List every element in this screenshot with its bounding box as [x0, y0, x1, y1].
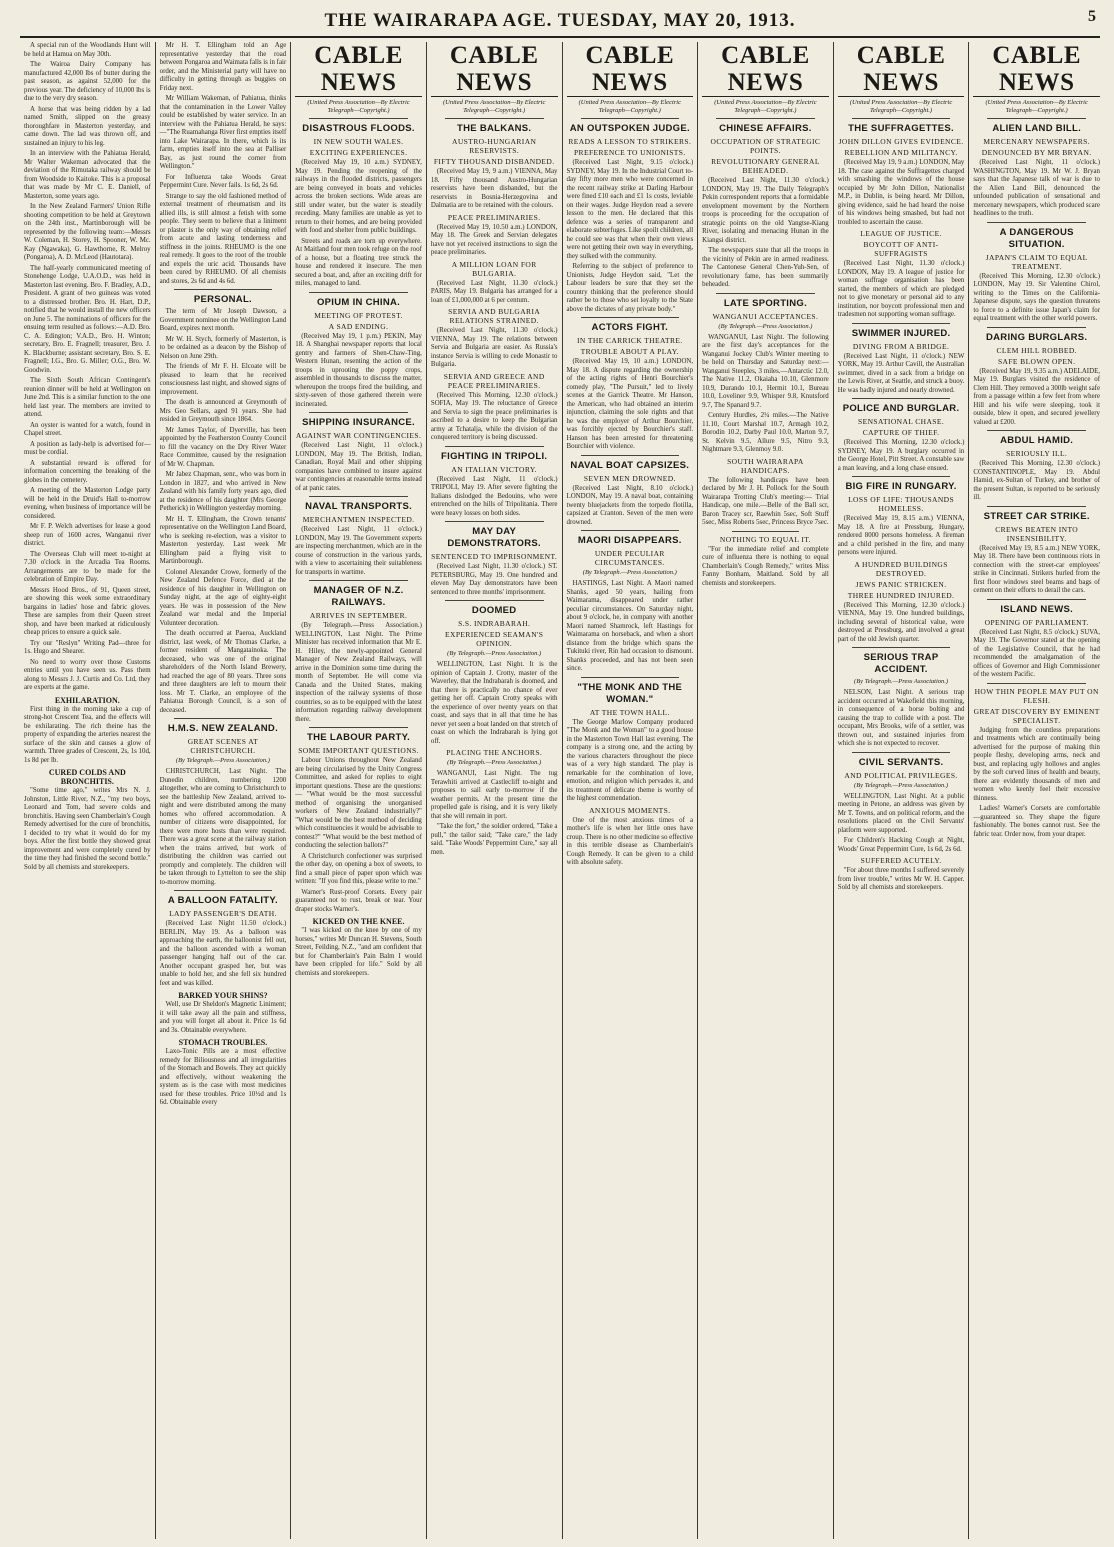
paragraph: (Received Last Night, 11 o'clock.) LONDON, May 19. The Government experts are inspecting merchantmen, which are in the course of construction in the various yards, with a view to ascertaining their suitableness for transports in wartime.	[295, 526, 422, 576]
cable-news-heading: CABLE NEWS	[973, 42, 1100, 97]
divider	[174, 289, 273, 290]
sub-heading: AUSTRO-HUNGARIAN RESERVISTS.	[452, 137, 537, 155]
paragraph: "Some time ago," writes Mrs N. J. Johnston, Little River, N.Z., "my two boys, Leonard and Tom, had severe colds and bronchitis. Having seen Chamberlain's Cough Remedy advertised for the cure of bronchitis, I decided to try what it would do for my boys. After the first bottle they showed great improvement and were completely cured by the time they had finished the second bottle." Sold by all chemists and storekeepers.	[24, 787, 151, 871]
paragraph: The death occurred at Paeroa, Auckland district, last week, of Mr Thomas Clarke, a former resident of Mangatainoka. The deceased, who was one of the original shareholders of the North Island Brewery, had reached the age of 80 years. Three sons and three daughters are left to mourn their loss. Mr T. Clarke, an employee of the Pahiatua Borough Council, is a son of deceased.	[159, 630, 287, 714]
paragraph: (Received This Morning, 12.30 o'clock.) LONDON, May 19. Sir Valentine Chirol, writing to the Times on the California-Japanese dispute, says the question threatens to force to a definite issue Japan's claim for equal treatment with the other world powers.	[973, 272, 1100, 322]
paragraph: In an interview with the Pahiatua Herald, Mr Walter Wakeman advocated that the deviation of the Rimutaka railway should be from Woodside to Kaitoke. This is a proposal that was made by Mr C. E. Daniell, of Masterton, some years ago.	[24, 150, 151, 200]
sub-heading: IN THE CARRICK THEATRE.	[577, 336, 683, 345]
paragraph: (Received This Morning, 12.30 o'clock.) CONSTANTINOPLE, May 19. Abdul Hamid, ex-Sultan of Turkey, and brother of the present Sultan, is reported to be seriously ill.	[973, 460, 1100, 501]
column-7	[834, 42, 970, 1539]
sub-heading: UNDER PECULIAR CIRCUMSTANCES.	[594, 549, 665, 567]
paragraph: WELLINGTON, Last Night. At a public meeting in Petone, an address was given by Mr T. Towns, and on political reform, and the resolutions placed on the Civil Servants' platform were supported.	[837, 792, 965, 834]
sub-heading: LADY PASSENGER'S DEATH.	[169, 909, 277, 918]
sub-heading: IN NEW SOUTH WALES.	[313, 137, 404, 146]
paragraph: Mr James Taylor, of Dyerville, has been appointed by the Featherston County Council to fill the vacancy on the Dry River Water Race Committee, caused by the resignation of Mr W. Chapman.	[159, 426, 287, 468]
cable-news-heading: CABLE NEWS	[567, 42, 694, 97]
sub-heading: PREFERENCE TO UNIONISTS.	[573, 148, 686, 157]
divider	[445, 446, 544, 447]
section-heading: STREET CAR STRIKE.	[983, 510, 1090, 522]
paragraph: The Wairoa Dairy Company has manufactured 42,000 lbs of butter during the past season, as against 52,000 for the previous year. The deficiency of 10,000 lbs is due to the very dry season.	[24, 61, 151, 102]
credit-line: (United Press Association—By Electric Telegraph—Copyright.)	[714, 99, 817, 114]
sub-heading: A MILLION LOAN FOR BULGARIA.	[451, 259, 537, 278]
paragraph: Warner's Rust-proof Corsets. Every pair guaranteed not to rust, break or tear. Your draper stocks Warner's.	[295, 888, 422, 913]
sub-heading: READS A LESSON TO STRIKERS.	[568, 137, 692, 146]
section-heading: SHIPPING INSURANCE.	[302, 417, 415, 428]
divider	[581, 455, 680, 456]
divider	[987, 430, 1086, 431]
paragraph: Labour Unions throughout New Zealand are being circularised by the Unity Congress Committee, and asked for replies to eight important questions. These are the questions:— "What would be the most successful method of organising the unorganised workers of New Zealand industrially?" "What would be the best method of deciding which constituencies it would be advisable to contest?" "What would be the best method of conducting the selection ballots?"	[295, 757, 422, 849]
paragraph: (Received May 19, 10 a.m.) LONDON, May 18. A dispute regarding the ownership of the acting rights of Henri Bourchier's comedy play, "The Pursuit," led to lively scenes at the Garrick Theatre. Mr Hanson, the American, who had obtained an interim injunction, claiming the sole rights and that he was the employer of Arthur Bourchier, was forcibly ejected by Bourchier's staff. Hanson has been arrested for threatening Bourchier with violence.	[566, 358, 694, 450]
sub-heading: SUFFERED ACUTELY.	[860, 856, 942, 865]
cable-news-heading: CABLE NEWS	[702, 42, 829, 97]
divider	[445, 600, 544, 601]
paragraph: (Received This Morning, 12.30 o'clock.) SYDNEY, May 19. A burglary occurred in the George Hotel, Pitt Street. A constable saw a man leaving, and a long chase ensued.	[837, 439, 965, 472]
divider	[852, 752, 951, 753]
sub-heading: AGAINST WAR CONTINGENCIES.	[295, 431, 422, 440]
paragraph: (Received May 19, 9.35 a.m.) ADELAIDE, May 19. Burglars visited the residence of Clem Hill. They removed a 300lb weight safe from a passage within a few feet from where Hill and his wife were sleeping, took it outside, blew it open, and secured jewellery valued at £200.	[973, 367, 1100, 426]
paragraph: (Received This Morning, 12.30 o'clock.) VIENNA, May 19. One hundred buildings, including several of historical value, were destroyed at Pressburg, and involved a great part of the old Jewish quarter.	[837, 601, 965, 643]
paragraph: (Received Last Night, 9.15 o'clock.) SYDNEY, May 19. In the Industrial Court to-day fifty more men who were concerned in the recent railway strike at Darling Harbour were fined £10 each and £1 1s costs, leviable on their wages. Judge Heydon read a severe lesson to the men. He declared that this defence was a series of transparent and elaborate subterfuges. Like spoilt children, all he could see was that when their own views were not getting their own way in everything, they sulked with the community.	[566, 159, 694, 260]
paragraph: (Received Last Night, 11 o'clock.) NEW YORK, May 19. Arthur Cavill, the Australian swimmer, dived in a sack from a bridge on the Lewis River, at Seattle, and struck a buoy. He was badly injured and nearly drowned.	[837, 352, 965, 394]
sub-heading: LEAGUE OF JUSTICE.	[860, 229, 942, 238]
paragraph: (Received May 19, 8.5 a.m.) NEW YORK, May 18. There have been continuous riots in connection with the street-car employees' strike in Cincinnati. Strikers hurled from the first floor windows steel beams and bags of cement on their efforts to derail the cars.	[973, 544, 1100, 594]
paragraph: (Received May 19, 10 a.m.) SYDNEY, May 19. Pending the reopening of the railways in the flooded districts, passengers are being conveyed in boats and vehicles across the broken sections. Wide areas are still under water, but the water is steadily receding. Many families are unable as yet to return to their homes, and are being provided with food and shelter from public buildings.	[295, 159, 422, 234]
paragraph: (Received Last Night, 11 o'clock.) TRIPOLI, May 19. After severe fighting the Italians dislodged the Bedouins, who were entrenched on the hills of Tripolitania. There were heavy losses on both sides.	[430, 475, 558, 517]
paragraph: Strange to say the old fashioned method of external treatment of rheumatism and its allied ills, is still almost a fetish with some people. They seem to believe that a liniment or plaster is the only way of obtaining relief from acute and lasting tenderness and stiffness in the joints. RHEUMO is the one real remedy. It goes to the root of the trouble and expels the uric acid. Thousands have been cured by RHEUMO. Of all chemists and stores, 2s 6d and 4s 6d.	[159, 192, 287, 285]
paragraph: A Christchurch confectioner was surprised the other day, on opening a box of sweets, to find a small piece of paper upon which was written: "If you find this, please write to me."	[295, 852, 422, 885]
paragraph: (Received May 19, 10.50 a.m.) LONDON, May 18. The Greek and Servian delegates have not yet received instructions to sign the peace preliminaries.	[430, 223, 558, 256]
divider	[445, 118, 544, 119]
divider	[987, 118, 1086, 119]
sub-heading: AND POLITICAL PRIVILEGES.	[844, 770, 958, 780]
sub-heading: CLEM HILL ROBBED.	[996, 345, 1077, 355]
paragraph: The following handicaps have been declared by Mr J. H. Pollock for the South Wairarapa Trotting Club's meeting:— Trial Handicap, one mile.—Belle of the Ball scr, Baron Tracey scr, Raewhin 5sec, Soft Stuff 5sec, Miss Roberts 5sec, Princess Bryce 7sec.	[702, 476, 829, 526]
paragraph: Judging from the countless preparations and treatments which are continually being advertised for the purpose of making thin people fleshy, developing arms, neck and bust, and replacing ugly hollows and angles by the soft curved lines of health and beauty, there are evidently thousands of men and women who keenly feel their excessive thinness.	[973, 726, 1100, 802]
section-heading: MAY DAY DEMONSTRATORS.	[447, 526, 541, 549]
section-heading: DARING BURGLARS.	[985, 331, 1088, 343]
paragraph: Mr Jabez Chapman, senr., who was born in London in 1827, and who arrived in New Zealand with his family forty years ago, died at the residence of his daughter (Mrs George Petherick) in Wellington yesterday morning.	[159, 471, 287, 512]
paragraph: The Overseas Club will meet to-night at 7.30 o'clock in the Arcadia Tea Rooms. Arrangements are to be made for the celebration of Empire Day.	[24, 550, 151, 583]
section-heading: SERIOUS TRAP ACCIDENT.	[863, 652, 939, 675]
sub-heading: SERIOUSLY ILL.	[1006, 449, 1068, 458]
paragraph: (Received May 19, 8.15 a.m.) VIENNA, May 18. A fire at Pressburg, Hungary, rendered 8000 persons homeless. A fireman and a child perished in the fire, and many persons were injured.	[837, 515, 965, 556]
sub-heading: REBELLION AND MILITANCY.	[844, 148, 958, 157]
credit-line: (By Telegraph.—Press Association.)	[854, 678, 949, 685]
paragraph: HASTINGS, Last Night. A Maori named Shanks, aged 50 years, hailing from Waimarama, disappeared under rather peculiar circumstances. On Saturday night, about 9 o'clock, he, in company with another Maori named Shamrock, left Hastings for Waimarama on horseback, and when a short distance from the bridge which spans the Tukituki river, Rin had occasion to dismount. Shanks proceeded, and has not been seen since.	[566, 580, 694, 672]
paragraph: The Sixth South African Contingent's reunion dinner will be held at Wellington on June 2nd. This is a similar function to the one held last year. The members are invited to attend.	[24, 377, 151, 418]
ad-heading: CURED COLDS AND BRONCHITIS.	[48, 768, 126, 786]
paragraph: (By Telegraph.—Press Association.) WELLINGTON, Last Night. The Prime Minister has received information that Mr E. H. Hiley, the newly-appointed General Manager of New Zealand Railways, will arrive in the Dominion some time during the month of September. He will come via Canada and the United States, making inspection of the railway systems of those countries, so as to be equipped with the latest information regarding railway development there.	[295, 622, 422, 723]
divider	[852, 118, 951, 119]
credit-line: (By Telegraph.—Press Association.)	[447, 759, 542, 766]
divider	[852, 647, 951, 648]
column-3	[291, 42, 427, 1539]
paragraph: A position as lady-help is advertised for—must be cordial.	[24, 440, 151, 456]
divider	[309, 292, 408, 293]
divider	[987, 327, 1086, 328]
sub-heading: MERCHANTMEN INSPECTED.	[302, 515, 415, 524]
section-heading: MANAGER OF N.Z. RAILWAYS.	[313, 585, 404, 608]
paragraph: Ladies! Warner's Corsets are comfortable—guaranteed so. They shape the figure fashionably. The bones cannot rust. See the fabric tear. Order now, from your draper.	[973, 805, 1100, 838]
sub-heading: AT THE TOWN HALL.	[589, 707, 670, 717]
sub-heading: ANXIOUS MOMENTS.	[589, 805, 671, 815]
sub-heading: GREAT SCENES AT CHRISTCHURCH.	[187, 737, 259, 755]
section-heading: THE LABOUR PARTY.	[307, 732, 411, 743]
section-heading: DOOMED	[471, 605, 517, 616]
credit-line: (United Press Association—By Electric Telegraph—Copyright.)	[443, 99, 546, 114]
divider	[987, 599, 1086, 600]
column-6	[698, 42, 834, 1539]
masthead-title: THE WAIRARAPA AGE. TUESDAY, MAY 20, 1913.	[324, 10, 796, 31]
sub-heading: LOSS OF LIFE: THOUSANDS HOMELESS.	[848, 495, 955, 513]
paragraph: One of the most anxious times of a mother's life is when her little ones have croup. There is no other medicine so effective in this terrible disease as Chamberlain's Cough Remedy. It can be given to a child with absolute safety.	[566, 816, 694, 866]
divider	[309, 580, 408, 581]
section-heading: SWIMMER INJURED.	[851, 327, 951, 339]
paragraph: (Received Last Night, 8.5 o'clock.) SUVA, May 19. The Governor stated at the opening of the Legislative Council, that he had recommended the amalgamation of the offices of Governor and High Commissioner of the western Pacific.	[973, 628, 1100, 678]
paragraph: A horse that was being ridden by a lad named Smith, slipped on the greasy thoroughfare in Masterton yesterday, and came down. The lad was thrown off, and sustained an injury to his leg.	[24, 105, 151, 147]
paragraph: (Received Last Night, 8.10 o'clock.) LONDON, May 19. A naval boat, containing twenty bluejackets from the torpedo flotilla, capsized at Cranton. Seven of the men were drowned.	[566, 484, 694, 526]
ad-heading: STOMACH TROUBLES.	[178, 1038, 268, 1047]
paragraph: Streets and roads are torn up everywhere. At Maitland four men took refuge on the roof of a house, but a floating tree struck the house and rendered it insecure. The men secured a boat, and, after an exciting drift for miles, managed to land.	[295, 237, 422, 287]
paragraph: The George Marlow Company produced "The Monk and the Woman" to a good house in the Masterton Town Hall last evening. The company is a strong one, and the acting by the various characters throughout the piece was of a very high standard. The play is remarkable for the combination of love, emotion, and religion which pervades it, and its treatment of delicate theme is worthy of the highest commendation.	[566, 718, 694, 802]
section-heading: H.M.S. NEW ZEALAND.	[167, 723, 279, 734]
paragraph: For Children's Hacking Cough at Night, Woods' Great Peppermint Cure, 1s 6d, 2s 6d.	[837, 837, 965, 853]
sub-heading: MERCENARY NEWSPAPERS.	[983, 137, 1090, 146]
paragraph: The death is announced at Greymouth of Mrs Geo Sellars, aged 91 years. She had resided in Greymouth since 1864.	[159, 399, 287, 423]
sub-heading: SOUTH WAIRARAPA HANDICAPS.	[727, 456, 804, 475]
paragraph: No need to worry over those Customs entries until you have seen us. Pass them along to Messrs J. J. Curtis and Co. Ltd, they are experts at the game.	[24, 658, 151, 691]
sub-heading: SOME IMPORTANT QUESTIONS.	[298, 746, 419, 755]
credit-line: (By Telegraph.—Press Association.)	[447, 650, 542, 657]
ad-heading: KICKED ON THE KNEE.	[312, 917, 405, 926]
sub-heading: ARRIVES IN SEPTEMBER.	[309, 611, 408, 620]
sub-heading: OCCUPATION OF STRATEGIC POINTS.	[710, 137, 821, 155]
divider	[309, 727, 408, 728]
credit-line: (By Telegraph.—Press Association.)	[582, 569, 677, 576]
sub-heading: SERVIA AND GREECE AND PEACE PRELIMINARIES.	[443, 371, 545, 390]
divider	[581, 118, 680, 119]
divider	[445, 521, 544, 522]
section-heading: ALIEN LAND BILL.	[992, 123, 1082, 134]
paragraph: CHRISTCHURCH, Last Night. The Dunedin children, numbering 1200 altogether, who are coming to Christchurch to see the battleship New Zealand, arrived to-night and were distributed among the many homes who offered accommodation. A number of citizens were disappointed, for there were more hosts than were required. There was a great scene at the railway station when the trains arrived, but work of distributing the children was carried out promptly and completely. The children will be taken through to Lyttelton to see the ship to-morrow morning.	[159, 768, 287, 886]
sub-heading: WANGANUI ACCEPTANCES.	[712, 311, 819, 321]
credit-line: (United Press Association—By Electric Telegraph—Copyright.)	[849, 99, 953, 114]
section-heading: ABDUL HAMID.	[1000, 435, 1074, 446]
section-heading: FIGHTING IN TRIPOLI.	[441, 450, 548, 462]
paragraph: WELLINGTON, Last Night. It is the opinion of Captain J. Crotty, master of the Waverley, that the Indrabarah is doomed, and that there is practically no chance of ever getting her off. Captain Crotty speaks with the experience of over twenty years on that coast, and says that in all that time he has never yet seen a boat landed on that stretch of coast on which the Indrabarah is lying got off.	[430, 661, 558, 745]
sub-heading: FIFTY THOUSAND DISBANDED.	[433, 157, 555, 166]
sub-heading: MEETING OF PROTEST.	[314, 310, 403, 320]
section-heading: LATE SPORTING.	[723, 297, 808, 309]
paragraph: "For the immediate relief and complete cure of influenza there is nothing to equal Chamberlain's Cough Remedy," writes Miss Fanny Bonham, Maitland. Sold by all chemists and storekeepers.	[702, 545, 829, 587]
section-heading: DISASTROUS FLOODS.	[302, 123, 415, 134]
paragraph: (Received May 19, 9 a.m.) VIENNA, May 18. Fifty thousand Austro-Hungarian reservists have been disbanded, but the reservists in Bosnia-Herzegovina and Dalmatia are to be retained with the colours.	[430, 168, 558, 209]
paragraph: A meeting of the Masterton Lodge party will be held in the Druid's Hall to-morrow evening, when business of importance will be considered.	[24, 487, 151, 520]
divider	[852, 323, 951, 324]
paragraph: Well, use Dr Sheldon's Magnetic Liniment; it will take away all the pain and stiffness, and you will forget all about it. Price 1s 6d and 3s. Obtainable everywhere.	[159, 1001, 287, 1034]
paragraph: For Influenza take Woods Great Peppermint Cure. Never fails. 1s 6d, 2s 6d.	[159, 173, 287, 189]
divider	[309, 496, 408, 497]
sub-heading: NOTHING TO EQUAL IT.	[719, 534, 811, 544]
sub-heading: THREE HUNDRED INJURED.	[847, 590, 955, 600]
section-heading: ISLAND NEWS.	[1000, 603, 1074, 615]
paragraph: Messrs Hood Bros., of 91, Queen street, are showing this week some extraordinary bargains in ladies' hose and fabric gloves. These are samples from their Queen street shop, and have been marked at ridiculously cheap prices to ensure a quick sale.	[24, 586, 151, 636]
credit-line: (By Telegraph.—Press Association.)	[854, 781, 949, 789]
sub-heading: SENSATIONAL CHASE.	[858, 417, 945, 426]
divider	[581, 677, 680, 678]
paragraph: (Received Last Night, 11.30 o'clock.) ST. PETERSBURG, May 19. One hundred and eleven May Day demonstrators have been sentenced to three months' imprisonment.	[430, 563, 558, 596]
paragraph: Mr William Wakeman, of Pahiatua, thinks that the contamination in the Lower Valley could be established by water service. In an interview with the Pahiatua Herald, he says:—"The Ruamahanga River first empties itself into Lake Wairarapa. In there, which is its farm, empties itself into the sea at Palliser Bay, as just round the corner from Wellington."	[159, 95, 287, 170]
column-4	[427, 42, 563, 1539]
credit-line: (By Telegraph.—Press Association.)	[175, 757, 270, 764]
section-heading: CHINESE AFFAIRS.	[719, 123, 812, 134]
paragraph: (Received Last Night, 11.30 o'clock.) LONDON, May 19. The Daily Telegraph's Pekin correspondent reports that a formidable envelopment movement by the Northern troops is proceeding for the occupation of strategic points on the old Yangtse-Kiang River, isolating and menacing Hunan in the Kiangsi district.	[702, 177, 829, 244]
sub-heading: S.S. INDRABARAH.	[458, 619, 531, 628]
section-heading: THE BALKANS.	[457, 123, 532, 134]
paragraph: Referring to the subject of preference to Unionists, Judge Heydon said, "Let the Labour leaders be sure that they set the country thinking that the preference should rather be to those who set loyalty to the State above the dictates of any private body."	[566, 263, 694, 313]
sub-heading: CREWS BEATEN INTO INSENSIBILITY.	[995, 524, 1079, 543]
sub-heading: SAFE BLOWN OPEN.	[997, 356, 1076, 366]
sub-heading: PEACE PRELIMINARIES.	[447, 212, 541, 222]
paragraph: (Received Last Night, 11.30 o'clock.) PARIS, May 19. Bulgaria has arranged for a loan of £1,000,000 at 6 per centum.	[430, 279, 558, 304]
paragraph: Mr H. T. Ellingham, the Crown tenants' representative on the Wellington Land Board, who is seeking re-election, was a visitor to Masterton yesterday. Last week Mr Ellingham paid a flying visit to Martinborough.	[159, 515, 287, 565]
cable-news-heading: CABLE NEWS	[431, 42, 558, 97]
paragraph: The half-yearly communicated meeting of Stonehenge Lodge, U.A.O.D., was held in Masterton last evening. Bro. F. Bradley, A.D., President. A grant of two guineas was voted to a distressed brother. Bro. H. Hart, D.P., notified that he would install the new officers on June 5. The nominations of officers for the ensuing term resulted as follows:—A.D. Bro. C. A. Edington; V.A.D., Bro. H. Winton; secretary, Bro. E. Fragnell; treasurer, Bro. J. K. Blackburne; assistant secretary, Bro. S. E. Fragnell; I.G., Bro. G. Miller; O.G., Bro. W. Goodwin.	[24, 264, 151, 374]
ad-heading: EXHILARATION.	[54, 695, 120, 705]
sub-heading: A HUNDRED BUILDINGS DESTROYED.	[854, 559, 948, 578]
paragraph: (Received Last Night, 11.30 o'clock.) LONDON, May 19. A league of justice for woman suffrage organisation has been started, the members of which are pledged not to give monetary or personal aid to any institution, nor boycott professional men and tradesmen not supporting woman suffrage.	[837, 260, 965, 318]
column-5	[563, 42, 699, 1539]
sub-heading: SERVIA AND BULGARIA RELATIONS STRAINED.	[448, 307, 541, 325]
column-2	[156, 42, 292, 1539]
sub-heading: REVOLUTIONARY GENERAL BEHEADED.	[711, 157, 820, 175]
page-number: 5	[1088, 8, 1096, 25]
sub-heading: JEWS PANIC STRICKEN.	[855, 579, 947, 589]
columns	[20, 42, 1104, 1539]
column-1	[20, 42, 156, 1539]
paragraph: A special run of the Woodlands Hunt will be held at Hamua on May 30th.	[24, 42, 151, 58]
sub-heading: BOYCOTT OF ANTI-SUFFRAGISTS	[863, 240, 939, 258]
divider	[987, 222, 1086, 223]
credit-line: (United Press Association—By Electric Telegraph—Copyright.)	[578, 99, 681, 114]
cable-news-heading: CABLE NEWS	[838, 42, 965, 97]
section-heading: AN OUTSPOKEN JUDGE.	[569, 123, 690, 134]
paragraph: (Received Last Night 11.50 o'clock.) BERLIN, May 19. As a balloon was approaching the earth, the balloonist fell out, and the balloon ascended with a woman passenger hanging half out of the car. Another occupant grasped her, but was unable to hold her, and she fell six hundred feet and was killed.	[159, 920, 287, 987]
paragraph: An oyster is wanted for a watch, found in Chapel street.	[24, 421, 151, 437]
paragraph: (Received Last Night, 11.30 o'clock.) VIENNA, May 19. The relations between Servia and Bulgaria are easier. As Russia's instance Servia is willing to cede Monastir to Bulgaria.	[430, 327, 558, 368]
paragraph: The friends of Mr F. H. Elcoate will be pleased to learn that he received consciousness last night, and showed signs of improvement.	[159, 363, 287, 396]
paragraph: NELSON, Last Night. A serious trap accident occurred at Wakefield this morning, in consequence of a horse bolting and causing the trap to collide with a post. The occupant, Mrs Brooks, wife of a settler, was thrown out, and sustained injuries from which she is not expected to recover.	[837, 689, 965, 747]
paragraph: Mr F. P. Welch advertises for lease a good sheep run of 1600 acres, Wanganui river district.	[24, 523, 151, 547]
paragraph: (Received May 19, 9 a.m.) LONDON, May 18. The case against the Suffragettes charged with smashing the windows of the house occupied by Mr John Dillon, Nationalist M.P., in Dublin, is being heard. Mr Dillon, giving evidence, said he had heard the noise of his windows being smashed, but had not troubled to ascertain the cause.	[837, 159, 965, 226]
sub-heading: A SAD ENDING.	[328, 321, 389, 331]
credit-line: (By Telegraph.—Press Association.)	[718, 322, 813, 330]
section-heading: PERSONAL.	[193, 294, 252, 305]
paragraph: (Received This Morning, 12.30 o'clock.) SOFIA, May 19. The reluctance of Greece and Servia to sign the peace preliminaries is ascribed to a desire to keep the Bulgarian army at Tchatalja, while the division of the conquered territory is being discussed.	[430, 391, 558, 441]
section-heading: NAVAL BOAT CAPSIZES.	[570, 459, 690, 471]
divider	[987, 683, 1086, 684]
sub-heading: DENOUNCED BY MR BRYAN.	[981, 148, 1092, 157]
section-heading: THE SUFFRAGETTES.	[848, 123, 955, 134]
paragraph: (Received Last Night, 11 o'clock.) LONDON, May 19. The British, Indian, Canadian, Royal Mail and other shipping companies have combined to insure against war contingencies at reasonable terms instead of at panic rates.	[295, 442, 422, 492]
paragraph: In the New Zealand Farmers' Union Rifle shooting competition to be held at Greytown on the 24th inst., Martinborough will be represented by the following team:—Messrs W. Coleman, H. Storey, H. Spooner, W. Mc. Kay (Ngawaka), G. Hawthorne, R. Melroy (Pongaroa), A. D. McLeod (Hautotara).	[24, 203, 151, 261]
paragraph: "I was kicked on the knee by one of my horses," writes Mr Duncan H. Stevens, South Street, Feilding, N.Z., "and am confident that but for Chamberlain's Pain Balm I would have been crippled for life." Sold by all chemists and storekeepers.	[295, 927, 422, 977]
paragraph: Colonel Alexander Crowe, formerly of the New Zealand Defence Force, died at the residence of his daughter in Wellington on Sunday night, at the age of eighty-eight years. He was in possession of the New Zealand war medal and the Imperial Volunteer decoration.	[159, 568, 287, 627]
paragraph: (Received May 19, 1 p.m.) PEKIN, May 18. A Shanghai newspaper reports that local gentry and farmers of Shen-Chaw-Ting, Western Hunan, resenting the action of the troops in uprooting the poppy crops, assembled in thousands to discuss the matter, whereupon the troops fired the building, and sixty-seven of those gathered therein were incinerated.	[295, 332, 422, 408]
paragraph: "Take the fort," the soldier ordered, "Take a pull," the tailor said; "Take care," the lady said. "Take Woods' Peppermint Cure," say all men.	[430, 823, 558, 856]
column-8	[969, 42, 1104, 1539]
section-heading: BIG FIRE IN RUNGARY.	[845, 481, 957, 492]
divider	[174, 718, 273, 719]
section-heading: CIVIL SERVANTS.	[858, 756, 944, 768]
section-heading: NAVAL TRANSPORTS.	[305, 501, 413, 512]
paragraph: "For about three months I suffered severely from liver trouble," writes Mr W. H. Capper. Sold by all chemists and storekeepers.	[837, 867, 965, 891]
sub-heading: HOW THIN PEOPLE MAY PUT ON FLESH.	[974, 686, 1099, 705]
divider	[987, 506, 1086, 507]
paragraph: (Received Last Night, 11 o'clock.) WASHINGTON, May 19. Mr W. J. Bryan says that the Japanese talk of war is due to the Alien Land Bill, denounced the unfounded publication of sensational and mercenary newspapers, which produced scare headlines to the truth.	[973, 159, 1100, 217]
paragraph: Mr W. H. Stych, formerly of Masterton, is to be ordained as a deacon by the Bishop of Nelson on June 29th.	[159, 335, 287, 360]
paragraph: Try our "Reslyn" Writing Pad—three for 1s. Hugo and Shearer.	[24, 639, 151, 655]
paragraph: The term of Mr Joseph Dawson, a Government nominee on the Wellington Land Board, expires next month.	[159, 308, 287, 332]
section-heading: ACTORS FIGHT.	[591, 322, 669, 333]
paragraph: Mr H. T. Ellingham told an Age representative yesterday that the road between Pongaroa and Waimata falls is in fair order, and the Ministerial party will have no difficulty in getting through as buggies on Friday next.	[159, 42, 287, 92]
sub-heading: JOHN DILLON GIVES EVIDENCE.	[838, 137, 964, 146]
sub-heading: SEVEN MEN DROWNED.	[583, 473, 676, 483]
divider	[852, 476, 951, 477]
paragraph: Laxo-Tonic Pills are a most effective remedy for Biliousness and all irregularities of the Stomach and Bowels. They act quickly and effectively, without weakening the system as is the case with most medicines used for these troubles. Price 10½d and 1s 6d. Obtainable every	[159, 1048, 287, 1106]
sub-heading: EXCITING EXPERIENCES.	[309, 148, 408, 157]
section-heading: OPIUM IN CHINA.	[316, 296, 401, 308]
paragraph: First thing in the morning take a cup of strong-hot Crescent Tea, and the effects will be exhilarating. The rich theine has the property of expanding the arteries nearest the surface of the skin and causes a glow of warmth. Three grades of Crescent, 2s, 1s 10d, 1s 8d per lb.	[24, 705, 151, 764]
divider	[716, 293, 815, 294]
divider	[852, 398, 951, 399]
paragraph: WANGANUI, Last Night. The tug Terawhiti arrived at Castlecliff to-night and proposes to sail early to-morrow if the weather permits. At the present time the propelled gale is rising, and it is very likely that she will remain in port.	[430, 770, 558, 820]
divider	[309, 412, 408, 413]
ad-heading: BARKED YOUR SHINS?	[178, 991, 268, 1000]
credit-line: (United Press Association—By Electric Telegraph—Copyright.)	[307, 99, 410, 114]
paragraph: The newspapers state that all the troops in the vicinity of Pekin are in armed readiness. The Cantonese General Chen-Yuh-Sen, of revolutionary fame, has been summarily beheaded.	[702, 247, 829, 288]
sub-heading: OPENING OF PARLIAMENT.	[984, 617, 1089, 627]
sub-heading: SENTENCED TO IMPRISONMENT.	[431, 552, 558, 561]
divider	[716, 118, 815, 119]
sub-heading: JAPAN'S CLAIM TO EQUAL TREATMENT.	[985, 252, 1088, 271]
paragraph: WANGANUI, Last Night. The following are the first day's acceptances for the Wanganui Jockey Club's Winter meeting to be held on Thursday and Saturday next:— Wanganui Steeples, 3 miles.—Antarctic 12.0, The Native 11.2, Okaiaha 10.10, Glenmore 10.9, Durando 10.1, Hermit 10.1, Bureau 10.0, Loveliner 9.9, Whisper 9.8, Knutsford 9.7, The Spanard 9.7.	[702, 333, 829, 409]
sub-heading: TROUBLE ABOUT A PLAY.	[580, 347, 679, 356]
sub-heading: EXPERIENCED SEAMAN'S OPINION.	[445, 630, 544, 648]
divider	[732, 531, 799, 532]
sub-heading: PLACING THE ANCHORS.	[446, 748, 543, 757]
sub-heading: CAPTURE OF THIEF.	[862, 428, 940, 437]
divider	[581, 317, 680, 318]
sub-heading: AN ITALIAN VICTORY.	[451, 464, 537, 474]
section-heading: A DANGEROUS SITUATION.	[999, 226, 1074, 250]
sub-heading: DIVING FROM A BRIDGE.	[852, 341, 950, 351]
paragraph: Century Hurdles, 2¼ miles.—The Native 11.10, Court Marshal 10.7, Armagh 10.2, Borodin 10.2, Darby Paul 10.0, Marton 9.7, St. Kelvin 9.5, Allure 9.5, Nitro 9.3, Nightmare 9.3, Glenmoy 9.0.	[702, 412, 829, 453]
divider	[581, 530, 680, 531]
paragraph: A substantial reward is offered for information concerning the breaking of the globes in the cemetery.	[24, 459, 151, 484]
section-heading: "THE MONK AND THE WOMAN."	[577, 681, 683, 705]
section-heading: MAORI DISAPPEARS.	[577, 535, 682, 546]
cable-news-heading: CABLE NEWS	[295, 42, 422, 97]
section-heading: POLICE AND BURGLAR.	[842, 403, 960, 414]
sub-heading: GREAT DISCOVERY BY EMINENT SPECIALIST.	[973, 706, 1100, 725]
divider	[309, 118, 408, 119]
section-heading: A BALLOON FATALITY.	[167, 895, 278, 906]
masthead	[20, 6, 1100, 38]
credit-line: (United Press Association—By Electric Telegraph—Copyright.)	[985, 99, 1088, 114]
divider	[174, 890, 273, 891]
